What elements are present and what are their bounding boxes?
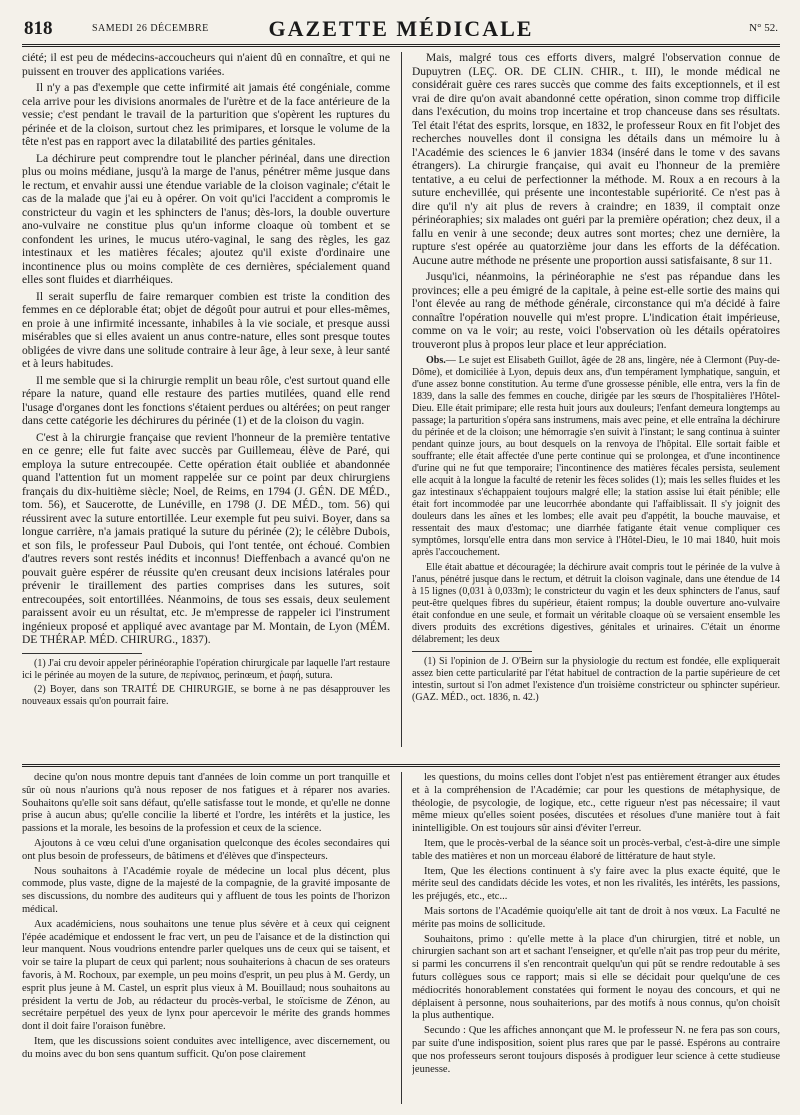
lower-left-column [22,772,390,1104]
article-paragraph: Il n'y a pas d'exemple que cette infirmité ait jamais été congéniale, comme cela arrive pour les divisions anormales de l'urètre et de la face antérieure de la vessie; c'est pendant le travail de la parturition que s'opèrent les ruptures du périnée et de la cloison, surtout chez les primipares, et lorsque le volume de la tête n'est pas en rapport avec la dilatabilité des parties génitales. [22,82,390,148]
article-paragraph: Item, Que les élections continuent à s'y faire avec la plus exacte équité, que le mérite seul des candidats décide les votes, et non les rivalités, les intérêts, les passions, les préjugés, etc., etc... [412,865,780,903]
footnote: (2) Boyer, dans son TRAITÉ DE CHIRURGIE, se borne à ne pas désapprouver les nouveaux essais qu'on pourrait faire. [22,683,390,707]
footnote: (1) Si l'opinion de J. O'Beirn sur la physiologie du rectum est fondée, elle expliquerait assez bien cette particularité par l'état habituel de contraction de la partie supérieure de cet intestin, surtout si l'on admet l'existence d'un troisième constricteur ou sphincter supérieur. (GAZ. MÉD., oct. 1836, n. 42.) [412,656,780,703]
footnotes-right [412,656,780,704]
observation-text: — Le sujet est Elisabeth Guillot, âgée de 28 ans, lingère, née à Clermont (Puy-de-Dôme), et domiciliée à Lyon, depuis deux ans, d'un tempérament lymphatique, sanguin, et d'une assez bonne constitution. Au terme d'une grossesse pénible, elle entra, vers la fin de 1839, dans la salle des femmes en couche, dirigée par les sœurs de l'hospitalières l'Hôtel-Dieu. Elle était primipare; elle resta huit jours aux douleurs; l'enfant demeura longtemps au passage; la parturition s'opéra sans instrumens, mais avec peine, et elle entraîna la déchirure du périnée et de la cloison; une hémorragie s'en suivit à l'instant; le sang continua à suinter pendant quinze jours, au bout desquels on la renvoya de l'hôpital. Elle sortait faible et souffrante; elle était affectée d'une perte continue qui se prolongea, et d'une incontinence d'urine qui ne fut que temporaire; l'incontinence des matières fécales persista, seulement elle acquit à la longue la faculté de retenir les fèces solides (1); mais les selles fluides et les gaz intestinaux s'échappaient toujours malgré elle; la station assise lui était pénible; elle était fort incommodée par une leucorrhée abondante qui l'affaiblissait. Il s'y joignit des douleurs dans les aînes et les lombes; elle avait peu d'appétit, la bouche mauvaise, et ressentait des maux d'estomac; une diarrhée fatigante était venue compliquer ces symptômes, lorsqu'elle entra dans mon service à l'Hôtel-Dieu, le 10 mai 1840, huit mois après l'accouchement. [412,355,780,558]
column-rule [401,772,402,1104]
upper-article [22,52,780,747]
article-paragraph: les questions, du moins celles dont l'objet n'est pas entièrement étranger aux études et à la compréhension de l'Académie; car pour les questions de métaphysique, de théologie, de psycologie, de logique, etc., cette rigueur n'est pas nécessaire; il vaut même mieux qu'elles soient posées, discutées et résolues d'une manière tout à fait inintelligible. On est toujours sûr ainsi d'éviter l'erreur. [412,772,780,835]
upper-right-column [412,52,780,747]
footnote-rule [412,651,532,652]
article-paragraph: Il me semble que si la chirurgie remplit un beau rôle, c'est surtout quand elle répare la nature, quand elle restaure des parties mutilées, quand elle rend l'usage d'organes dont les fonctions s'étaient perdues ou altérées; on peut ranger dans cette catégorie les déchirures du périnée (1) et de la cloison du vagin. [22,374,390,427]
masthead [22,14,780,47]
section-divider [22,764,780,767]
lower-article [22,772,780,1104]
article-paragraph: Nous souhaitons à l'Académie royale de médecine un local plus décent, plus commode, plus vaste, digne de la majesté de la compagnie, de la gravité imposante de ses discussions, du nombre des auditeurs qui y affluent de tous les points de l'horizon médical. [22,865,390,915]
observation-paragraph [412,355,780,559]
footnote-rule [22,653,142,654]
observation-paragraph: Elle était abattue et découragée; la déchirure avait compris tout le périnée de la vulve à l'anus, pénétré jusque dans le rectum, et détruit la cloison vaginale, dans une étendue de 14 à 15 lignes (0,031 à 0,033m); le constricteur du vagin et les deux sphincters de l'anus, sauf peut-être quelques fibres du supérieur, étaient rompus; la double ouverture ano-vulvaire était confondue en une seule, et formait un véritable cloaque où se versaient ensemble les divers produits des excrétions digestives, génitales et urinaires. C'était un énorme délabrement; les deux [412,562,780,645]
column-rule [401,52,402,747]
lower-right-column [412,772,780,1104]
upper-left-column [22,52,390,747]
article-paragraph: Secundo : Que les affiches annonçant que M. le professeur N. ne fera pas son cours, par suite d'une indisposition, soient plus rares que par le passé. Espérons au contraire que nos professeurs seront toujours disposés à prodiguer leur science à cette studieuse jeunesse. [412,1025,780,1075]
article-paragraph: Mais sortons de l'Académie quoiqu'elle ait tant de droit à nos vœux. La Faculté ne mérite pas moins de sollicitude. [412,905,780,930]
article-paragraph: C'est à la chirurgie française que revient l'honneur de la première tentative en ce genre; elle fut faite avec succès par Guillemeau, élève de Paré, qui employa la suture entrecoupée. Cette opération était oubliée et abandonnée quand l'attention fut un moment rappelée sur ce point par deux chirurgiens français du dix-huitième siècle; Noel, de Reims, en 1794 (J. GÉN. DE MÉD., tom. 56), et Saucerotte, de Lunéville, en 1798 (J. DE MÉD., tom. 56) qui réussirent avec la suture entortillée. Leur exemple fut peu suivi. Boyer, dans sa longue carrière, n'a jamais pratiqué la suture du périnée (2); le célèbre Dubois, et son fils, le professeur Paul Dubois, qui l'ont tentée, ont échoué. Combien d'autres revers sont restés inédits et inconnus! Dieffenbach a avancé qu'on ne pouvait guère espérer de réussite qu'en creusant deux incisions latérales pour prévenir le tiraillement des parties comprises dans les sutures, soit entrecoupées, soit entortillées. Néanmoins, de tous ses essais, deux seulement paraissent avoir eu un résultat, etc. Je m'empresse de rappeler ici l'instrument ingénieux proposé et appliqué avec avantage par M. Montain, de Lyon (MÉM. DE THÉRAP. MÉD. CHIRURG., 1837). [22,431,390,646]
article-paragraph: ciété; il est peu de médecins-accoucheurs qui n'aient dû en connaître, et qui ne puissent en trouver des applications variées. [22,52,390,78]
article-paragraph: Item, que les discussions soient conduites avec intelligence, avec discernement, ou du moins avec du bon sens quantum sufficit. Qu'on pose clairement [22,1035,390,1060]
article-paragraph: Item, que le procès-verbal de la séance soit un procès-verbal, c'est-à-dire une simple table des matières et non un morceau élaboré de littérature de haut style. [412,837,780,862]
observation-label: Obs. [426,355,446,366]
footnotes-left [22,658,390,708]
article-paragraph: Il serait superflu de faire remarquer combien est triste la condition des femmes en ce déplorable état; objet de dégoût pour autrui et pour elles-mêmes, en proie à une infirmité incessante, inhabiles à la vie sociale, et presque aussi misérables que si elles avaient un anus contre-nature, elles sont presque toutes obligées de vivre dans une solitude contraire à leur âge, à leur sexe, à leur santé et à leurs habitudes. [22,290,390,370]
article-paragraph: Mais, malgré tous ces efforts divers, malgré l'observation connue de Dupuytren (LEÇ. OR. DE CLIN. CHIR., t. III), le monde médical ne considérait guère ces rares succès que comme des faits exceptionnels, et il est vrai de dire qu'on avait abandonné cette opération, sinon comme trop difficile dans l'exécution, du moins trop incertaine et trop chanceuse dans ses résultats. Tel était l'état des esprits, lorsque, en 1832, le professeur Roux en fit l'objet des recherches nouvelles dont il consigna les détails dans un mémoire lu à l'Académie des sciences le 6 janvier 1834 (inséré dans le tome v des savans étrangers). La chirurgie française, qui avait eu l'honneur de la première tentative, a eu celui de perfectionner la méthode. M. Roux a en recours à la suture enchevillée, qui présente une incontestable supériorité. Ce n'est pas à dire qu'il n'y ait plus de revers à craindre; en 1839, il comptait onze périnéoraphies; six malades ont guéri par la première opération; chez deux, il a fallu en venir à une seconde; deux autres sont mortes; chez une dernière, la rupture s'est opérée au quatorzième jour dans les efforts de la défécation. Aucune autre méthode ne présente une proportion aussi satisfaisante, 8 sur 11. [412,52,780,267]
issue-number: N° 52. [749,22,778,34]
article-paragraph: Aux académiciens, nous souhaitons une tenue plus sévère et à ceux qui ceignent l'épée académique et endossent le frac vert, un peu de l'aisance et de la distinction qui leur manquent. Nous voudrions entendre parler quelques uns de ceux qui se taisent, et voir se taire la plupart de ceux qui parlent; nous souhaiterions à chacun de ses orateurs favoris, à M. Rochoux, par exemple, un peu moins d'esprit, un peu plus à M. Gerdy, un esprit plus jeune à M. Castel, un esprit plus vieux à M. Bouillaud; nous souhaitons au président la vertu de Job, au rédacteur du procès-verbal, le stoïcisme de Zénon, au secrétaire perpétuel des yeux de lynx pour apercevoir le mérite des grands hommes dont il doit faire l'oraison funèbre. [22,918,390,1033]
article-paragraph: Jusqu'ici, néanmoins, la périnéoraphie ne s'est pas répandue dans les provinces; elle a peu émigré de la capitale, à peine est-elle sortie des mains qui l'ont élevée au rang de méthode générale, circonstance qui m'a décidé à faire connaître l'opération nouvelle qui m'est propre. L'indication était impérieuse, comme on va le voir; au reste, voici l'observation où les détails opératoires trouveront plus à propos leur place et leur appréciation. [412,271,780,351]
masthead-date: SAMEDI 26 DÉCEMBRE [92,23,209,34]
article-paragraph: Ajoutons à ce vœu celui d'une organisation quelconque des écoles secondaires qui ont plus besoin de professeurs, de bâtimens et d'élèves que d'inspecteurs. [22,837,390,862]
article-paragraph: La déchirure peut comprendre tout le plancher périnéal, dans une direction plus ou moins médiane, jusqu'à la marge de l'anus, pénétrer même jusque dans le rectum, et envahir aussi une étendue variable de la cloison vaginale; c'était le cas de la malade que j'ai eu à opérer. On voit qu'ici l'accident a compromis le constricteur du vagin et les sphincters de l'anus; dès-lors, la double ouverture ano-vulvaire ne constitue plus qu'un informe cloaque où tombent et se confondent les urines, le mucus utéro-vaginal, le sang des règles, les gaz intestinaux et les matières fécales; ajoutez qu'il existe d'ordinaire une incontinence plus ou moins complète de ces dernières, spécialement quand elles sont fluides et diarrhéiques. [22,152,390,286]
article-paragraph: decine qu'on nous montre depuis tant d'années de loin comme un port tranquille et sûr où nous n'aurions qu'à nous reposer de nos fatigues et à réparer nos avaries. Souhaitons qu'elle soit sans défaut, qu'elle satisfasse tout le monde, et qu'elle ne donne prise à aucun abus; qu'elle concilie la liberté et l'ordre, les intérêts et la justice, les passions et la morale, les besoins de la profession et ceux de la science. [22,772,390,835]
page-number: 818 [24,18,53,39]
observation-block [412,355,780,646]
newspaper-page [22,14,780,1104]
footnote: (1) J'ai cru devoir appeler périnéoraphie l'opération chirurgicale par laquelle l'art restaure ici le périnée au moyen de la suture, de περίναιος, perinœum, et ῥαφή, sutura. [22,657,390,681]
article-paragraph: Souhaitons, primo : qu'elle mette à la place d'un chirurgien, titré et noble, un chirurgien sachant son art et sachant l'enseigner, et qu'elle n'ait pas trop peur du mérite, si parmi les concurrens il s'en rencontrait quelqu'un qui pût se rendre redoutable à ses futurs collègues sous ce rapport; mais si elle se décidait pour quelqu'une de ces médiocrités honorablement constatées qui forment le noyau des concours, et qui ne déplaisent à personne, nous souhaiterions, par des motifs à nous connus, qu'on choisît la plus authentique. [412,933,780,1022]
masthead-title: GAZETTE MÉDICALE [268,16,534,41]
